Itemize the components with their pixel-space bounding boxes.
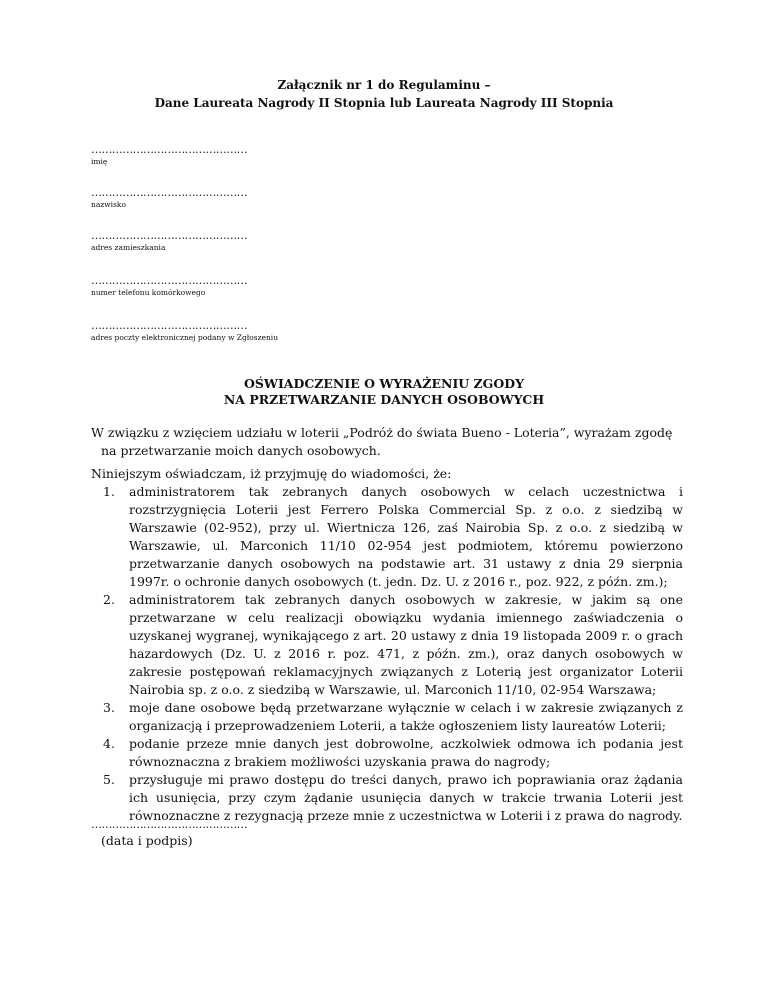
consent-paragraph [91, 424, 681, 460]
field-address [91, 229, 247, 253]
declaration-title [0, 376, 768, 408]
list-item [103, 771, 683, 825]
signature-label: (data i podpis) [101, 833, 193, 848]
fill-in-line: ……………………………………… [91, 143, 248, 156]
field-email [91, 319, 278, 343]
clause-text: administratorem tak zebranych danych osobowych w zakresie, w jakim są one przetwarzane w celu realizacji obowiązku wydania imiennego zaświadczenia o uzyskanej wygranej, wynikającego z art. 20 ustawy z dnia 19 listopada 2009 r. o grach hazardowych (Dz. U. z 2016 r. poz. 471, z późn. zm.), oraz danych osobowych w zakresie postępowań reklamacyjnych związanych z Loterią jest organizator Loterii Nairobia sp. z o.o. z siedzibą w Warszawie, ul. Marconich 11/10, 02-954 Warszawa; [129, 592, 683, 697]
list-item [103, 699, 683, 735]
field-phone [91, 274, 247, 298]
clause-text: podanie przeze mnie danych jest dobrowolne, aczkolwiek odmowa ich podania jest równoznaczna z brakiem możliwości uzyskania prawa do nagrody; [129, 736, 683, 769]
fill-in-line: ……………………………………… [91, 274, 248, 287]
field-label: adres zamieszkania [91, 243, 166, 252]
list-item [103, 483, 683, 591]
field-label: nazwisko [91, 200, 126, 209]
clause-text: administratorem tak zebranych danych osobowych w celach uczestnictwa i rozstrzygnięcia Loterii jest Ferrero Polska Commercial Sp. z o.o. z siedzibą w Warszawie (02-952), przy ul. Wiertnicza 126, zaś Nairobia Sp. z o.o. z siedzibą w Warszawie, ul. Marconich 11/10 02-954 jest podmiotem, któremu powierzono przetwarzanie danych osobowych na podstawie art. 31 ustawy z dnia 29 sierpnia 1997r. o ochronie danych osobowych (t. jedn. Dz. U. z 2016 r., poz. 922, z późn. zm.); [129, 484, 683, 589]
consent-line2: na przetwarzanie moich danych osobowych. [101, 443, 381, 458]
field-surname [91, 186, 247, 210]
field-label: adres poczty elektronicznej podany w Zgłoszeniu [91, 333, 279, 342]
signature-line: ……………………………………… [91, 818, 248, 831]
clause-list [103, 483, 683, 825]
fill-in-line: ……………………………………… [91, 229, 248, 242]
clause-number: 2. [103, 592, 115, 607]
field-label: numer telefonu komórkowego [91, 288, 206, 297]
clause-text: moje dane osobowe będą przetwarzane wyłącznie w celach i w zakresie związanych z organizacją i przeprowadzeniem Loterii, a także ogłoszeniem listy laureatów Loterii; [129, 700, 683, 733]
clause-number: 5. [103, 772, 115, 787]
clause-number: 1. [103, 484, 115, 499]
declaration-title-line1: OŚWIADCZENIE O WYRAŻENIU ZGODY [243, 376, 524, 391]
declaration-title-line2: NA PRZETWARZANIE DANYCH OSOBOWYCH [223, 392, 545, 407]
acknowledgement-intro: Niniejszym oświadczam, iż przyjmuję do wiadomości, że: [91, 466, 452, 481]
field-first-name [91, 143, 247, 167]
clause-text: przysługuje mi prawo dostępu do treści danych, prawo ich poprawiania oraz żądania ich usunięcia, przy czym żądanie usunięcia danych w trakcie trwania Loterii jest równoznaczne z rezygnacją przeze mnie z uczestnictwa w Loterii i z prawa do nagrody. [129, 772, 683, 823]
clause-number: 4. [103, 736, 115, 751]
annex-subtitle: Dane Laureata Nagrody II Stopnia lub Laureata Nagrody III Stopnia [154, 96, 614, 110]
list-item [103, 591, 683, 699]
consent-line1: W związku z wzięciem udziału w loterii „Podróż do świata Bueno - Loteria”, wyrażam zgodę [91, 425, 673, 440]
fill-in-line: ……………………………………… [91, 186, 248, 199]
annex-heading [0, 76, 768, 112]
fill-in-line: ……………………………………… [91, 319, 248, 332]
list-item [103, 735, 683, 771]
clause-number: 3. [103, 700, 115, 715]
annex-title: Załącznik nr 1 do Regulaminu – [277, 78, 491, 92]
field-label: imię [91, 157, 108, 166]
signature-block [91, 818, 247, 850]
